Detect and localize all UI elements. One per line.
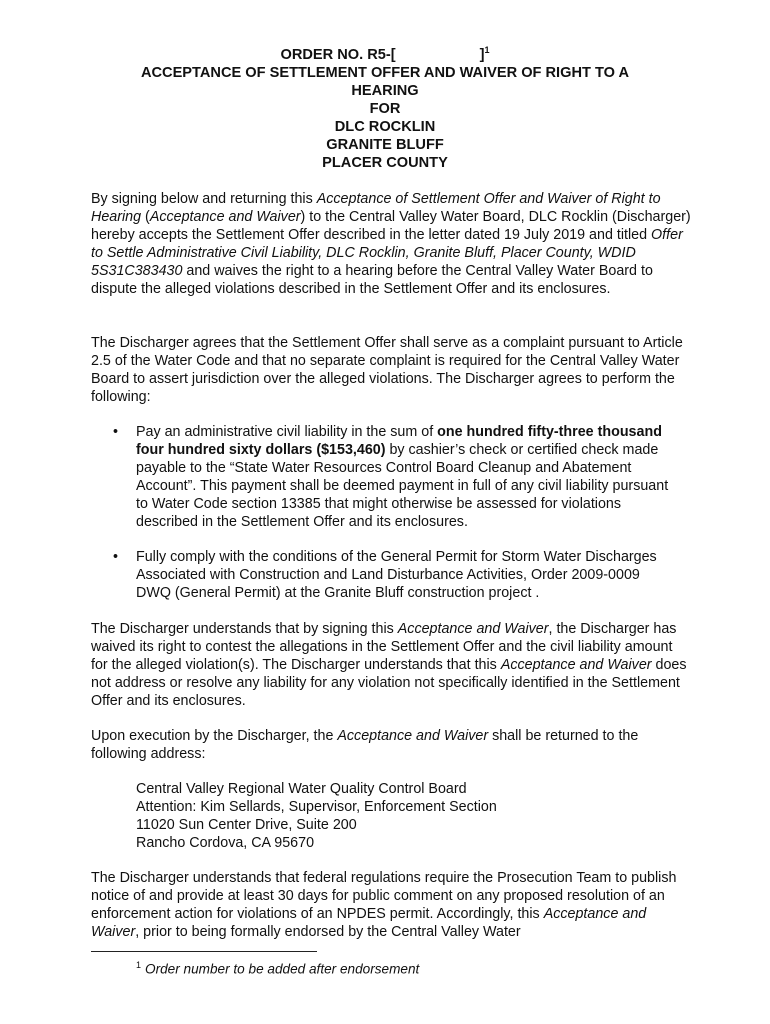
header-project-line: GRANITE BLUFF bbox=[326, 137, 444, 153]
header-discharger-line: DLC ROCKLIN bbox=[334, 119, 436, 135]
para1-text-3: ) to the Central Valley Water Board, DLC Rocklin (Discharger) hereby accepts the Settlement Offer described in the letter dated 19 July 2019 and titled bbox=[91, 209, 691, 244]
header-hearing-line: HEARING bbox=[351, 83, 419, 99]
footnote-text: Order number to be added after endorsement bbox=[145, 961, 420, 977]
footnote-mark: 1 bbox=[136, 960, 142, 970]
para5-text-1: The Discharger understands that federal regulations require the Prosecution Team to publish notice of and provide at least 30 days for public comment on any proposed resolution of an enforcement action for violations of an NPDES permit. Accordingly, this bbox=[91, 870, 677, 923]
document-header bbox=[0, 46, 770, 172]
para5-italic: Acceptance and Waiver bbox=[91, 906, 647, 941]
address-line-3: 11020 Sun Center Drive, Suite 200 bbox=[136, 817, 357, 833]
paragraph-complaint bbox=[91, 334, 691, 406]
paragraph-return bbox=[91, 727, 691, 763]
para2-text: The Discharger agrees that the Settlement Offer shall serve as a complaint pursuant to Article 2.5 of the Water Code and that no separate complaint is required for the Central Valley Water Board to assert jurisdiction over the alleged violations. The Discharger agrees to perform the following: bbox=[91, 335, 683, 406]
bullet-icon: • bbox=[113, 424, 119, 440]
para3-italic-1: Acceptance and Waiver bbox=[397, 621, 549, 637]
header-title-line: ACCEPTANCE OF SETTLEMENT OFFER AND WAIVER OF RIGHT TO A bbox=[140, 65, 630, 81]
order-footnote-mark: 1 bbox=[484, 45, 490, 56]
para1-text-1: By signing below and returning this bbox=[91, 191, 317, 207]
bullet-payment-text bbox=[136, 423, 676, 532]
para1-doc-title: Acceptance of Settlement Offer and Waiver of Right to Hearing bbox=[91, 191, 661, 226]
para4-text-1: Upon execution by the Discharger, the bbox=[91, 728, 338, 744]
para1-short-title: Acceptance and Waiver bbox=[149, 209, 301, 226]
order-prefix: ORDER NO. R5-[ bbox=[280, 47, 396, 63]
para1-text-2: ( bbox=[141, 209, 150, 226]
b1-text-2: by cashier’s check or certified check made payable to the “State Water Resources Control Board Cleanup and Abatement Account”. This payment shall be deemed payment in full of any civil liability pursuant to Water Code section 13385 that might otherwise be assessed for violations described in the Settlement Offer and its enclosures. bbox=[136, 442, 669, 531]
order-number-line bbox=[0, 46, 770, 64]
header-county-line: PLACER COUNTY bbox=[322, 155, 448, 171]
para1-letter-title: Offer to Settle Administrative Civil Liability, DLC Rocklin, Granite Bluff, Placer County, WDID 5S31C383430 bbox=[91, 227, 683, 280]
b1-amount: one hundred fifty-three thousand four hundred sixty dollars ($153,460) bbox=[136, 424, 662, 459]
paragraph-waiver bbox=[91, 620, 691, 710]
para5-text-2: , prior to being formally endorsed by the Central Valley Water bbox=[135, 924, 521, 941]
paragraph-acceptance bbox=[91, 190, 691, 299]
para3-text-3: does not address or resolve any liability for any violation not specifically identified in the Settlement Offer and its enclosures. bbox=[91, 657, 687, 710]
address-line-4: Rancho Cordova, CA 95670 bbox=[136, 835, 315, 851]
para4-italic: Acceptance and Waiver bbox=[337, 728, 489, 744]
paragraph-public-notice bbox=[91, 869, 691, 941]
address-line-2: Attention: Kim Sellards, Supervisor, Enforcement Section bbox=[136, 799, 497, 815]
para3-text-2: , the Discharger has waived its right to contest the allegations in the Settlement Offer and the civil liability amount for the alleged violation(s). The Discharger understands that this bbox=[91, 621, 677, 674]
header-for-line: FOR bbox=[369, 101, 401, 117]
bullet-icon: • bbox=[113, 549, 119, 565]
address-line-1: Central Valley Regional Water Quality Control Board bbox=[136, 781, 467, 797]
footnote bbox=[136, 960, 419, 977]
para4-text-2: shall be returned to the following address: bbox=[91, 728, 639, 763]
bullet-comply-text: Fully comply with the conditions of the General Permit for Storm Water Discharges Associated with Construction and Land Disturbance Activities, Order 2009-0009 DWQ (General Permit) at the Granite Bluff construction project . bbox=[136, 549, 657, 602]
order-suffix: ] bbox=[479, 47, 485, 63]
para3-text-1: The Discharger understands that by signing this bbox=[91, 621, 398, 637]
para1-text-4: and waives the right to a hearing before the Central Valley Water Board to dispute the alleged violations described in the Settlement Offer and its enclosures. bbox=[91, 263, 653, 298]
footnote-divider bbox=[91, 951, 317, 952]
mailing-address bbox=[136, 780, 497, 852]
b1-text-1: Pay an administrative civil liability in the sum of bbox=[136, 424, 438, 440]
para3-italic-2: Acceptance and Waiver bbox=[500, 657, 652, 674]
